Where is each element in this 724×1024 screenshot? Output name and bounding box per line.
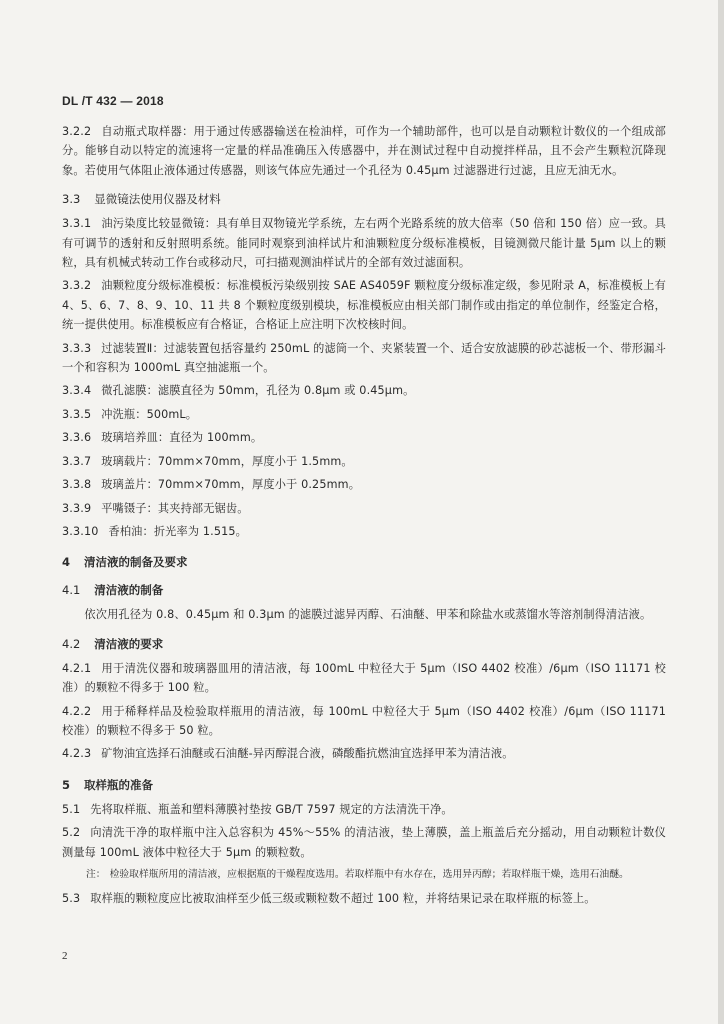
heading-text: 显微镜法使用仪器及材料 <box>94 192 221 207</box>
clause-text: 油颗粒度分级标准模板：标准模板污染级别按 SAE AS4059F 颗粒度分级标准定级，参见附录 A，标准模板上有 4、5、6、7、8、9、10、11 共 8 个颗粒度级别模块，标准模板应由相关部门制作或由指定的单位制作，经鉴定合格，统一提供使用。标准模板应有合格证，合格证上应注明下次校核时间。 <box>62 279 666 332</box>
clause-number: 3.3.6 <box>62 431 92 445</box>
clause-number: 3.3.5 <box>62 407 92 421</box>
clause-text: 香柏油：折光率为 1.515。 <box>108 524 248 538</box>
clause-number: 3.3.7 <box>62 454 92 468</box>
clause-number: 5.1 <box>62 802 81 816</box>
clause-text: 油污染度比较显微镜：具有单目双物镜光学系统，左右两个光路系统的放大倍率（50 倍和 150 倍）应一致。具有可调节的透射和反射照明系统。能同时观察到油样试片和油颗粒度分级标准模板，目镜测微尺能计量 5μm 以上的颗粒，具有机械式转动工作台或移动尺，可扫描观测油样试片的全部有效过滤面积。 <box>62 217 666 270</box>
clause-number: 3.3.10 <box>62 524 99 538</box>
clause-3-3-9 <box>62 499 666 518</box>
heading-text: 取样瓶的准备 <box>84 777 154 792</box>
clause-4-2-1 <box>62 659 666 698</box>
heading-number: 5 <box>62 777 71 792</box>
clause-number: 3.3.4 <box>62 384 92 398</box>
clause-3-3-6 <box>62 428 666 447</box>
clause-number: 5.2 <box>62 826 81 840</box>
clause-number: 4.2.3 <box>62 747 92 761</box>
paragraph-text: 依次用孔径为 0.8、0.45μm 和 0.3μm 的滤膜过滤异丙醇、石油醚、甲苯和除盐水或蒸馏水等溶剂制得清洁液。 <box>84 608 652 622</box>
clause-number: 3.2.2 <box>62 125 92 138</box>
clause-number: 4.2.1 <box>62 661 92 675</box>
clause-3-3-2 <box>62 276 666 334</box>
document-body <box>62 122 666 912</box>
paragraph-4-1 <box>62 605 666 624</box>
clause-text: 玻璃载片：70mm×70mm，厚度小于 1.5mm。 <box>101 454 353 468</box>
heading-5 <box>62 776 666 794</box>
clause-3-3-4 <box>62 381 666 400</box>
heading-text: 清洁液的制备及要求 <box>84 555 188 570</box>
clause-number: 4.2.2 <box>62 704 92 718</box>
clause-3-3-10 <box>62 522 666 541</box>
clause-3-3-7 <box>62 452 666 471</box>
clause-text: 取样瓶的颗粒度应比被取油样至少低三级或颗粒数不超过 100 粒，并将结果记录在取样瓶的标签上。 <box>90 891 596 905</box>
clause-text: 平嘴镊子：其夹持部无锯齿。 <box>101 501 249 515</box>
heading-text: 清洁液的制备 <box>94 583 164 598</box>
clause-4-2-3 <box>62 744 666 763</box>
heading-4-2 <box>62 635 666 653</box>
page-edge-shadow <box>718 0 724 1024</box>
clause-text: 冲洗瓶：500mL。 <box>101 407 198 421</box>
clause-text: 先将取样瓶、瓶盖和塑料薄膜衬垫按 GB/T 7597 规定的方法清洗干净。 <box>90 802 453 816</box>
clause-5-3 <box>62 889 666 908</box>
heading-4-1 <box>62 581 666 599</box>
heading-number: 4.2 <box>62 636 81 651</box>
heading-4 <box>62 553 666 571</box>
clause-number: 3.3.1 <box>62 217 92 231</box>
document-code: DL /T 432 — 2018 <box>62 94 164 108</box>
clause-3-3-8 <box>62 475 666 494</box>
clause-text: 玻璃培养皿：直径为 100mm。 <box>101 431 263 445</box>
clause-5-1 <box>62 800 666 819</box>
clause-number: 3.3.2 <box>62 279 92 293</box>
clause-5-2 <box>62 823 666 862</box>
clause-3-3-1 <box>62 214 666 272</box>
clause-text: 用于稀释样品及检验取样瓶用的清洁液，每 100mL 中粒径大于 5μm（ISO 4402 校准）/6μm（ISO 11171 校准）的颗粒不得多于 50 粒。 <box>62 704 666 737</box>
clause-text: 过滤装置Ⅱ：过滤装置包括容量约 250mL 的滤筒一个、夹紧装置一个、适合安放滤膜的砂芯滤板一个、带形漏斗一个和容积为 1000mL 真空抽滤瓶一个。 <box>62 341 666 375</box>
clause-3-3-5 <box>62 405 666 424</box>
clause-3-2-2 <box>62 122 666 180</box>
heading-text: 清洁液的要求 <box>94 636 164 651</box>
heading-3-3 <box>62 190 666 208</box>
clause-number: 3.3.3 <box>62 341 92 355</box>
heading-number: 4.1 <box>62 583 81 598</box>
note-label: 注： <box>86 868 106 880</box>
clause-number: 5.3 <box>62 891 81 905</box>
clause-text: 自动瓶式取样器：用于通过传感器输送在检油样，可作为一个辅助部件，也可以是自动颗粒计数仪的一个组成部分。能够自动以特定的流速将一定量的样品准确压入传感器中，并在测试过程中自动搅拌样品，且不会产生颗粒沉降现象。若使用气体阻止液体通过传感器，则该气体应先通过一个孔径为 0.45μm 过滤器进行过滤，且应无油无水。 <box>62 125 666 177</box>
heading-number: 4 <box>62 555 71 570</box>
clause-text: 用于清洗仪器和玻璃器皿用的清洁液，每 100mL 中粒径大于 5μm（ISO 4402 校准）/6μm（ISO 11171 校准）的颗粒不得多于 100 粒。 <box>62 661 666 695</box>
clause-text: 玻璃盖片：70mm×70mm，厚度小于 0.25mm。 <box>101 478 361 492</box>
clause-4-2-2 <box>62 702 666 741</box>
clause-number: 3.3.8 <box>62 478 92 492</box>
page-number: 2 <box>62 950 68 962</box>
note-5-2 <box>86 866 666 883</box>
clause-number: 3.3.9 <box>62 501 92 515</box>
heading-number: 3.3 <box>62 192 81 207</box>
clause-text: 微孔滤膜：滤膜直径为 50mm，孔径为 0.8μm 或 0.45μm。 <box>101 384 415 398</box>
clause-3-3-3 <box>62 339 666 378</box>
clause-text: 矿物油宜选择石油醚或石油醚-异丙醇混合液，磷酸酯抗燃油宜选择甲苯为清洁液。 <box>101 747 514 761</box>
clause-text: 向清洗干净的取样瓶中注入总容积为 45%～55% 的清洁液，垫上薄膜，盖上瓶盖后充分摇动，用自动颗粒计数仪测量每 100mL 液体中粒径大于 5μm 的颗粒数。 <box>62 826 666 859</box>
note-text: 检验取样瓶所用的清洁液，应根据瓶的干燥程度选用。若取样瓶中有水存在，选用异丙醇；若取样瓶干燥，选用石油醚。 <box>109 868 629 880</box>
